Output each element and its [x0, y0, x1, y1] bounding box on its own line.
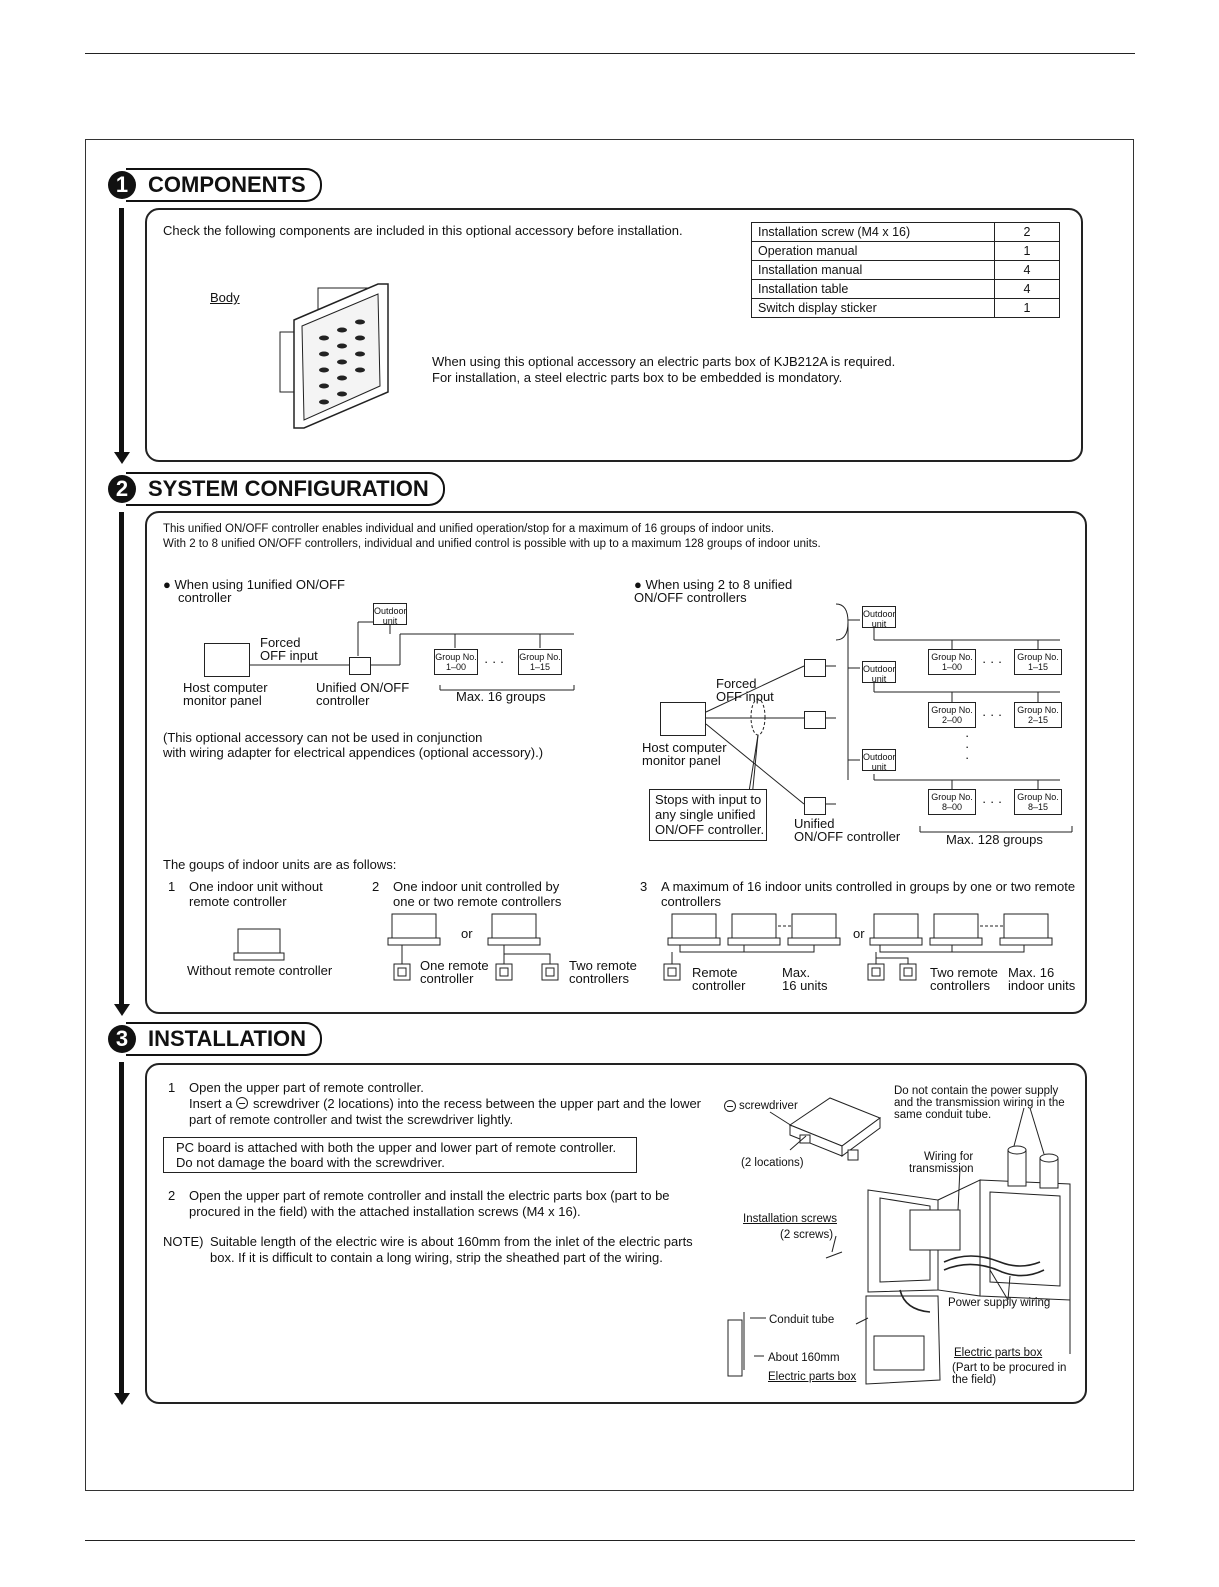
- outdoor-label-2: unit: [382, 616, 398, 626]
- groups-intro: The goups of indoor units are as follows:: [163, 857, 397, 872]
- max16-line1: Max. 16: [1008, 965, 1055, 980]
- group-dots: · · ·: [982, 794, 1003, 809]
- stops-line3: ON/OFF controller.: [655, 822, 765, 837]
- left-note-line2: with wiring adapter for electrical appendices (optional accessory).): [163, 745, 544, 760]
- group-number: 1–00: [941, 662, 963, 672]
- fig-conduit: Conduit tube: [769, 1314, 835, 1326]
- max-units-line1: Max.: [782, 965, 811, 980]
- group-number: 1–00: [445, 662, 467, 672]
- step1-line2b: screwdriver (2 locations) into the recess between the upper part and the lower: [253, 1096, 702, 1111]
- group-type-2-line2: one or two remote controllers: [393, 894, 562, 909]
- group-number: 2–15: [1027, 715, 1049, 725]
- group-type-3-or: or: [853, 926, 865, 941]
- table-row: Operation manual 1: [752, 242, 1060, 261]
- body-label: Body: [210, 290, 240, 305]
- section-title: SYSTEM CONFIGURATION: [126, 472, 445, 506]
- fig-epbox2-line3: the field): [952, 1374, 997, 1386]
- fig-screws-line2: (2 screws): [780, 1229, 834, 1241]
- fig-wiring-line2: transmission: [909, 1163, 974, 1175]
- section-number-badge: 1: [108, 171, 136, 199]
- fig-epbox2-line2: (Part to be procured in: [952, 1362, 1067, 1374]
- step2-number: 2: [168, 1188, 176, 1203]
- step2-line1: Open the upper part of remote controller and install the electric parts box (part to be: [189, 1188, 670, 1203]
- table-row: Installation table 4: [752, 280, 1060, 299]
- step2-line2: procured in the field) with the attached installation screws (M4 x 16).: [189, 1204, 581, 1219]
- left-heading-line2: controller: [178, 590, 232, 605]
- group-type-1-caption: Without remote controller: [187, 963, 333, 978]
- left-forced-line1: Forced: [260, 635, 301, 650]
- fig-screws-line1: Installation screws: [743, 1213, 837, 1225]
- max-units-line2: 16 units: [782, 978, 828, 993]
- group-type-1-line1: One indoor unit without: [189, 879, 323, 894]
- step1-line2a: Insert a: [189, 1096, 233, 1111]
- minus-screwdriver-icon: [724, 1100, 736, 1112]
- two-remote-line2: controllers: [569, 971, 629, 986]
- fig-about: About 160mm: [768, 1352, 840, 1364]
- section-number-badge: 3: [108, 1025, 136, 1053]
- system-intro-line1: This unified ON/OFF controller enables individual and unified operation/stop for a maximum of 16 groups of indoor units.: [163, 523, 775, 535]
- outdoor-label-2: unit: [871, 762, 887, 772]
- fig-do-not-line3: same conduit tube.: [894, 1109, 992, 1121]
- components-note-line2: For installation, a steel electric parts box to be embedded is mondatory.: [432, 370, 843, 385]
- caution-line1: PC board is attached with both the upper and lower part of remote controller.: [176, 1140, 617, 1155]
- left-unified-line1: Unified ON/OFF: [316, 680, 410, 695]
- group-type-2-or: or: [461, 926, 473, 941]
- group-type-2-line1: One indoor unit controlled by: [393, 879, 560, 894]
- note-line1: Suitable length of the electric wire is about 160mm from the inlet of the electric parts: [210, 1234, 693, 1249]
- group-label: Group No.: [519, 652, 561, 662]
- caution-line2: Do not damage the board with the screwdriver.: [176, 1155, 445, 1170]
- fig-do-not-line2: and the transmission wiring in the: [894, 1097, 1065, 1109]
- max16-line2: indoor units: [1008, 978, 1076, 993]
- fig-power: Power supply wiring: [948, 1297, 1051, 1309]
- table-row: Installation manual 4: [752, 261, 1060, 280]
- fig-epbox: Electric parts box: [768, 1371, 857, 1383]
- group-type-3-number: 3: [640, 879, 648, 894]
- fig-wiring-line1: Wiring for: [924, 1151, 974, 1163]
- one-remote-line2: controller: [420, 971, 474, 986]
- group-type-3-line2: controllers: [661, 894, 721, 909]
- vertical-dots: · · ·: [965, 728, 970, 765]
- group-type-2-number: 2: [372, 879, 380, 894]
- outdoor-label: Outdoor: [863, 752, 896, 762]
- table-row: Switch display sticker 1: [752, 299, 1060, 318]
- components-intro: Check the following components are included in this optional accessory before installation.: [163, 223, 683, 238]
- group-dots: · · ·: [982, 654, 1003, 669]
- right-heading-line1: ● When using 2 to 8 unified: [634, 577, 793, 592]
- group-label: Group No.: [1017, 705, 1059, 715]
- group-label: Group No.: [931, 705, 973, 715]
- group-dots: · · ·: [484, 654, 505, 669]
- two-remote-line1: Two remote: [569, 958, 637, 973]
- stops-line2: any single unified: [655, 807, 756, 822]
- left-max-label: Max. 16 groups: [456, 689, 546, 704]
- outdoor-label: Outdoor: [863, 664, 896, 674]
- note-label: NOTE): [163, 1234, 204, 1249]
- step1-line1: Open the upper part of remote controller.: [189, 1080, 424, 1095]
- left-unified-line2: controller: [316, 693, 370, 708]
- right-unified-line1: Unified: [794, 816, 835, 831]
- two-controllers-line1: Two remote: [930, 965, 998, 980]
- right-forced-line2: OFF input: [716, 689, 774, 704]
- group-label: Group No.: [435, 652, 477, 662]
- right-forced-line1: Forced: [716, 676, 757, 691]
- group-label: Group No.: [931, 792, 973, 802]
- group-number: 2–00: [941, 715, 963, 725]
- one-remote-line1: One remote: [420, 958, 489, 973]
- remote-controller-line1: Remote: [692, 965, 738, 980]
- step1-number: 1: [168, 1080, 176, 1095]
- outdoor-label-2: unit: [871, 619, 887, 629]
- right-host-line1: Host computer: [642, 740, 727, 755]
- components-note-line1: When using this optional accessory an electric parts box of KJB212A is required.: [432, 354, 896, 369]
- note-line2: box. If it is difficult to contain a long wiring, strip the sheathed part of the wiring.: [210, 1250, 663, 1265]
- group-type-1-number: 1: [168, 879, 176, 894]
- outdoor-label: Outdoor: [374, 606, 407, 616]
- two-controllers-line2: controllers: [930, 978, 990, 993]
- section-number-badge: 2: [108, 475, 136, 503]
- group-number: 1–15: [1027, 662, 1049, 672]
- outdoor-label: Outdoor: [863, 609, 896, 619]
- stops-line1: Stops with input to: [655, 792, 762, 807]
- right-host-line2: monitor panel: [642, 753, 721, 768]
- right-unified-line2: ON/OFF controller: [794, 829, 901, 844]
- outdoor-label-2: unit: [871, 674, 887, 684]
- section-title: INSTALLATION: [126, 1022, 322, 1056]
- left-host-line2: monitor panel: [183, 693, 262, 708]
- fig-do-not-line1: Do not contain the power supply: [894, 1085, 1059, 1097]
- group-number: 1–15: [529, 662, 551, 672]
- left-heading-line1: ● When using 1unified ON/OFF: [163, 577, 345, 592]
- left-note-line1: (This optional accessory can not be used in conjunction: [163, 730, 483, 745]
- table-row: Installation screw (M4 x 16) 2: [752, 223, 1060, 242]
- group-label: Group No.: [1017, 792, 1059, 802]
- group-label: Group No.: [1017, 652, 1059, 662]
- group-type-1-line2: remote controller: [189, 894, 287, 909]
- fig-screwdriver: screwdriver: [739, 1100, 798, 1112]
- right-max-label: Max. 128 groups: [946, 832, 1043, 847]
- step1-line3: part of remote controller and twist the screwdriver lightly.: [189, 1112, 514, 1127]
- remote-controller-line2: controller: [692, 978, 746, 993]
- system-intro-line2: With 2 to 8 unified ON/OFF controllers, individual and unified control is possible with up to a maximum 128 groups of indoor units.: [163, 538, 821, 550]
- group-type-3-line1: A maximum of 16 indoor units controlled in groups by one or two remote: [661, 879, 1076, 894]
- group-label: Group No.: [931, 652, 973, 662]
- right-heading-line2: ON/OFF controllers: [634, 590, 747, 605]
- section-title: COMPONENTS: [126, 168, 322, 202]
- group-number: 8–00: [941, 802, 963, 812]
- fig-epbox2-line1: Electric parts box: [954, 1347, 1043, 1359]
- group-number: 8–15: [1027, 802, 1049, 812]
- fig-locations: (2 locations): [741, 1157, 804, 1169]
- left-host-line1: Host computer: [183, 680, 268, 695]
- left-forced-line2: OFF input: [260, 648, 318, 663]
- group-dots: · · ·: [982, 707, 1003, 722]
